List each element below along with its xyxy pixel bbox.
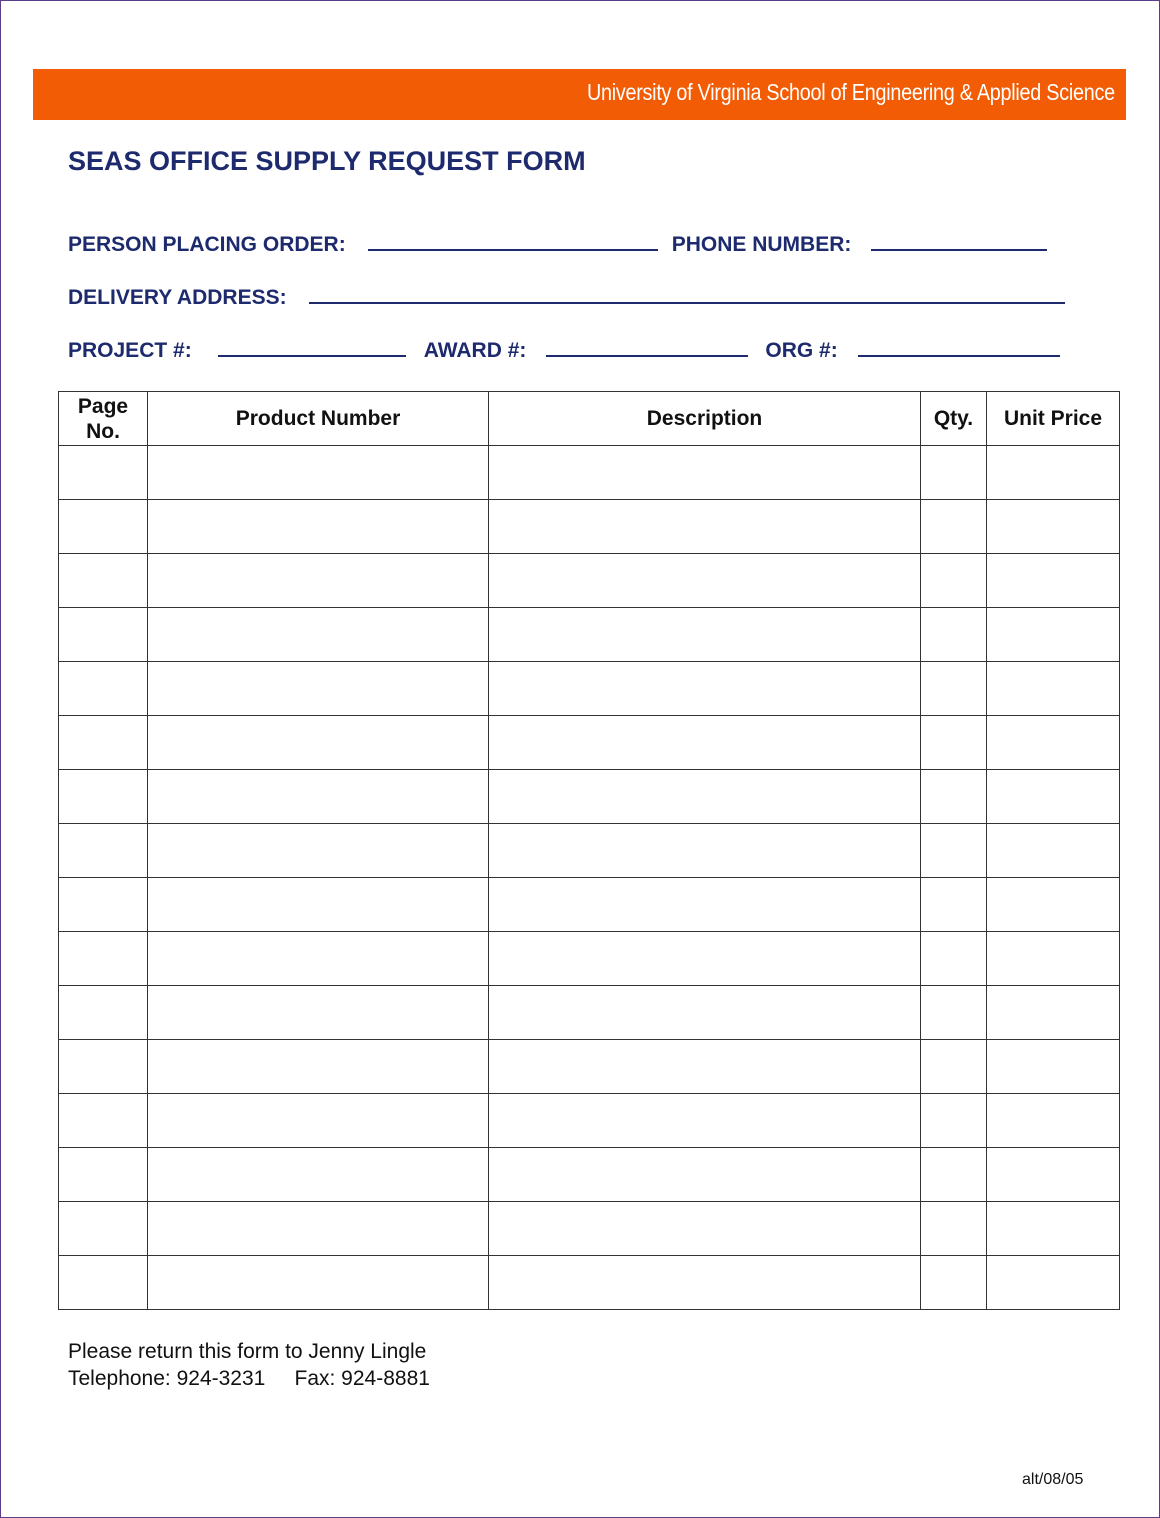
qty-cell[interactable] bbox=[921, 608, 987, 662]
page-no-cell[interactable] bbox=[59, 500, 148, 554]
description-cell[interactable] bbox=[489, 1094, 921, 1148]
table-row bbox=[59, 986, 1120, 1040]
product-number-cell[interactable] bbox=[148, 878, 489, 932]
product-number-cell[interactable] bbox=[148, 1040, 489, 1094]
page-no-cell[interactable] bbox=[59, 878, 148, 932]
description-cell[interactable] bbox=[489, 878, 921, 932]
product-number-cell[interactable] bbox=[148, 1094, 489, 1148]
return-instructions bbox=[68, 1338, 430, 1392]
product-number-cell[interactable] bbox=[148, 986, 489, 1040]
account-numbers-row bbox=[68, 337, 1086, 367]
org-field[interactable] bbox=[858, 337, 1060, 357]
delivery-address-field[interactable] bbox=[309, 284, 1065, 304]
description-cell[interactable] bbox=[489, 1256, 921, 1310]
table-row bbox=[59, 878, 1120, 932]
contact-line: Telephone: 924-3231 Fax: 924-8881 bbox=[68, 1367, 430, 1390]
product-number-cell[interactable] bbox=[148, 716, 489, 770]
unit-price-cell[interactable] bbox=[987, 554, 1120, 608]
description-cell[interactable] bbox=[489, 1040, 921, 1094]
unit-price-cell[interactable] bbox=[987, 932, 1120, 986]
qty-cell[interactable] bbox=[921, 770, 987, 824]
page-no-cell[interactable] bbox=[59, 554, 148, 608]
table-row bbox=[59, 1202, 1120, 1256]
page-no-cell[interactable] bbox=[59, 1256, 148, 1310]
qty-cell[interactable] bbox=[921, 878, 987, 932]
unit-price-cell[interactable] bbox=[987, 824, 1120, 878]
person-placing-order-label: PERSON PLACING ORDER: bbox=[68, 233, 346, 256]
table-row bbox=[59, 554, 1120, 608]
description-cell[interactable] bbox=[489, 770, 921, 824]
page-no-cell[interactable] bbox=[59, 932, 148, 986]
unit-price-cell[interactable] bbox=[987, 770, 1120, 824]
column-header-product-number: Product Number bbox=[148, 392, 489, 446]
qty-cell[interactable] bbox=[921, 554, 987, 608]
description-cell[interactable] bbox=[489, 1202, 921, 1256]
column-header-description: Description bbox=[489, 392, 921, 446]
page-no-cell[interactable] bbox=[59, 662, 148, 716]
page-no-cell[interactable] bbox=[59, 770, 148, 824]
revision-code: alt/08/05 bbox=[1022, 1471, 1084, 1488]
description-cell[interactable] bbox=[489, 716, 921, 770]
phone-number-field[interactable] bbox=[871, 231, 1047, 251]
qty-cell[interactable] bbox=[921, 1094, 987, 1148]
page-no-cell[interactable] bbox=[59, 1148, 148, 1202]
table-row bbox=[59, 824, 1120, 878]
delivery-address-row bbox=[68, 284, 1086, 314]
product-number-cell[interactable] bbox=[148, 1256, 489, 1310]
description-cell[interactable] bbox=[489, 500, 921, 554]
product-number-cell[interactable] bbox=[148, 1202, 489, 1256]
unit-price-cell[interactable] bbox=[987, 1040, 1120, 1094]
unit-price-cell[interactable] bbox=[987, 1148, 1120, 1202]
page-no-cell[interactable] bbox=[59, 824, 148, 878]
form-title: SEAS OFFICE SUPPLY REQUEST FORM bbox=[68, 146, 586, 176]
qty-cell[interactable] bbox=[921, 500, 987, 554]
unit-price-cell[interactable] bbox=[987, 1256, 1120, 1310]
person-placing-order-field[interactable] bbox=[368, 231, 658, 251]
page-no-cell[interactable] bbox=[59, 716, 148, 770]
product-number-cell[interactable] bbox=[148, 554, 489, 608]
qty-cell[interactable] bbox=[921, 1256, 987, 1310]
page-no-cell[interactable] bbox=[59, 608, 148, 662]
unit-price-cell[interactable] bbox=[987, 662, 1120, 716]
product-number-cell[interactable] bbox=[148, 932, 489, 986]
qty-cell[interactable] bbox=[921, 824, 987, 878]
person-phone-row bbox=[68, 231, 1086, 261]
description-cell[interactable] bbox=[489, 932, 921, 986]
product-number-cell[interactable] bbox=[148, 608, 489, 662]
product-number-cell[interactable] bbox=[148, 824, 489, 878]
org-label: ORG #: bbox=[765, 339, 838, 362]
unit-price-cell[interactable] bbox=[987, 1202, 1120, 1256]
page-no-cell[interactable] bbox=[59, 986, 148, 1040]
qty-cell[interactable] bbox=[921, 986, 987, 1040]
qty-cell[interactable] bbox=[921, 662, 987, 716]
table-row bbox=[59, 662, 1120, 716]
product-number-cell[interactable] bbox=[148, 500, 489, 554]
unit-price-cell[interactable] bbox=[987, 446, 1120, 500]
unit-price-cell[interactable] bbox=[987, 608, 1120, 662]
table-row bbox=[59, 932, 1120, 986]
award-label: AWARD #: bbox=[423, 339, 527, 362]
description-cell[interactable] bbox=[489, 824, 921, 878]
table-row bbox=[59, 1094, 1120, 1148]
table-header-row bbox=[59, 392, 1120, 446]
qty-cell[interactable] bbox=[921, 1148, 987, 1202]
description-cell[interactable] bbox=[489, 446, 921, 500]
table-row bbox=[59, 1148, 1120, 1202]
unit-price-cell[interactable] bbox=[987, 986, 1120, 1040]
column-header-unit-price: Unit Price bbox=[987, 392, 1120, 446]
return-line: Please return this form to Jenny Lingle bbox=[68, 1340, 427, 1363]
qty-cell[interactable] bbox=[921, 716, 987, 770]
product-number-cell[interactable] bbox=[148, 446, 489, 500]
institution-name: University of Virginia School of Engineering & Applied Science bbox=[587, 79, 1115, 105]
description-cell[interactable] bbox=[489, 986, 921, 1040]
table-row bbox=[59, 446, 1120, 500]
product-number-cell[interactable] bbox=[148, 1148, 489, 1202]
project-label: PROJECT #: bbox=[68, 339, 192, 362]
page-no-cell[interactable] bbox=[59, 446, 148, 500]
unit-price-cell[interactable] bbox=[987, 878, 1120, 932]
description-cell[interactable] bbox=[489, 554, 921, 608]
phone-number-label: PHONE NUMBER: bbox=[671, 233, 852, 256]
unit-price-cell[interactable] bbox=[987, 500, 1120, 554]
project-field[interactable] bbox=[218, 337, 406, 357]
description-cell[interactable] bbox=[489, 1148, 921, 1202]
page-no-cell[interactable] bbox=[59, 1202, 148, 1256]
product-number-cell[interactable] bbox=[148, 662, 489, 716]
table-row bbox=[59, 500, 1120, 554]
header-banner bbox=[33, 69, 1126, 120]
description-cell[interactable] bbox=[489, 662, 921, 716]
table-row bbox=[59, 608, 1120, 662]
qty-cell[interactable] bbox=[921, 1202, 987, 1256]
product-number-cell[interactable] bbox=[148, 770, 489, 824]
qty-cell[interactable] bbox=[921, 932, 987, 986]
supply-table bbox=[58, 391, 1120, 1310]
delivery-address-label: DELIVERY ADDRESS: bbox=[68, 286, 287, 309]
award-field[interactable] bbox=[546, 337, 748, 357]
description-cell[interactable] bbox=[489, 608, 921, 662]
column-header-qty: Qty. bbox=[921, 392, 987, 446]
table-row bbox=[59, 770, 1120, 824]
table-body bbox=[59, 446, 1120, 1310]
page-no-cell[interactable] bbox=[59, 1040, 148, 1094]
table-row bbox=[59, 1040, 1120, 1094]
column-header-page-no: Page No. bbox=[59, 392, 148, 446]
qty-cell[interactable] bbox=[921, 446, 987, 500]
unit-price-cell[interactable] bbox=[987, 1094, 1120, 1148]
page-no-cell[interactable] bbox=[59, 1094, 148, 1148]
unit-price-cell[interactable] bbox=[987, 716, 1120, 770]
table-row bbox=[59, 716, 1120, 770]
qty-cell[interactable] bbox=[921, 1040, 987, 1094]
table-row bbox=[59, 1256, 1120, 1310]
